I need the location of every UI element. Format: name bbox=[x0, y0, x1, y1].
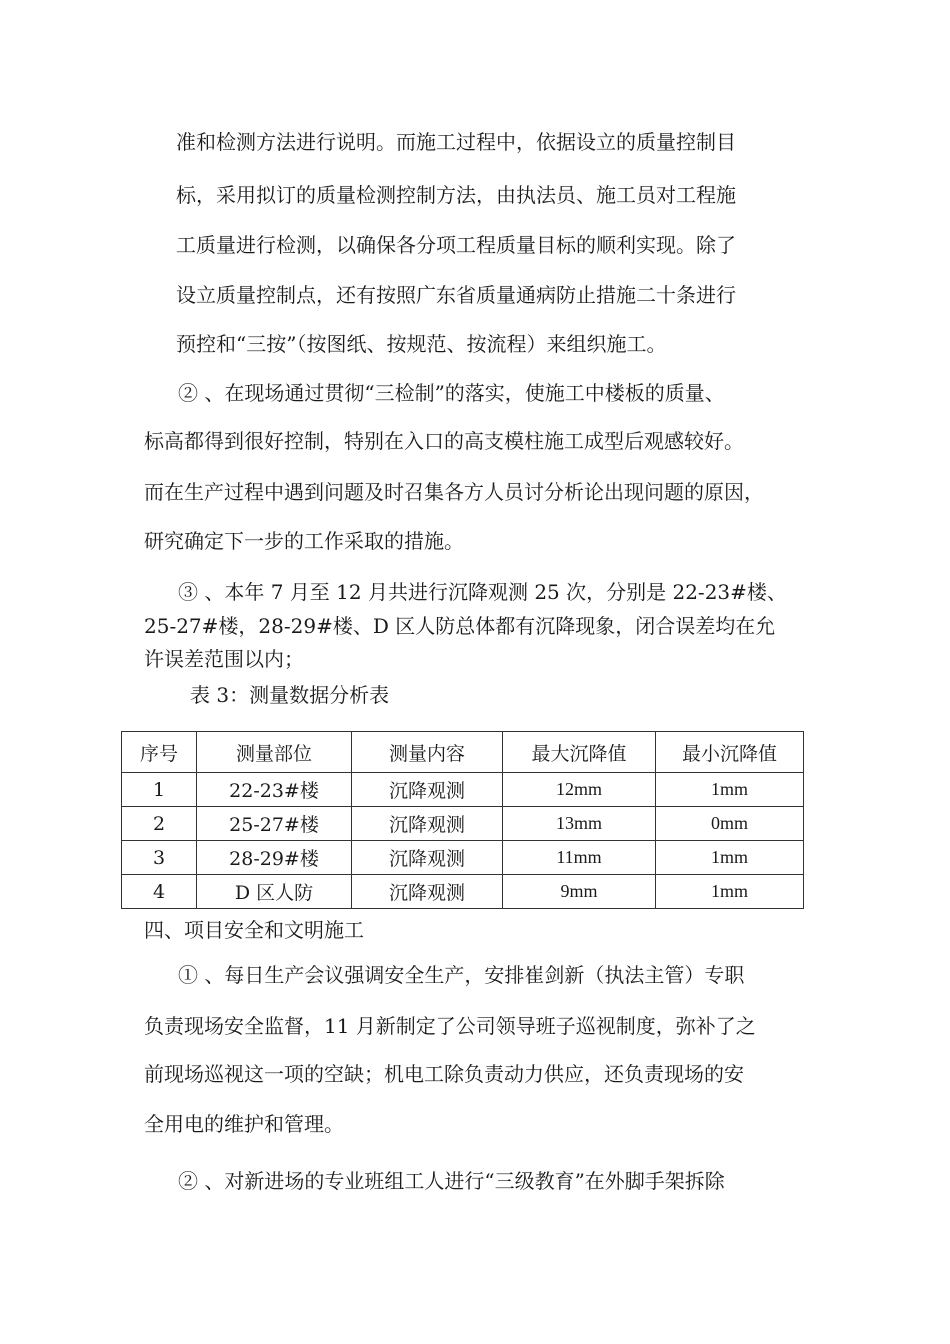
paragraph-line: 设立质量控制点，还有按照广东省质量通病防止措施二十条进行 bbox=[176, 283, 736, 307]
paragraph-line: 研究确定下一步的工作采取的措施。 bbox=[144, 529, 464, 553]
paragraph-line: 许误差范围以内； bbox=[144, 647, 304, 671]
table-cell: 沉降观测 bbox=[352, 773, 503, 807]
table-cell: 沉降观测 bbox=[352, 875, 503, 909]
table-header-cell: 测量部位 bbox=[197, 732, 352, 773]
table-cell: 沉降观测 bbox=[352, 841, 503, 875]
table-cell: 28-29#楼 bbox=[197, 841, 352, 875]
paragraph-line: ② 、对新进场的专业班组工人进行“三级教育”在外脚手架拆除 bbox=[178, 1169, 725, 1193]
paragraph-line: 准和检测方法进行说明。而施工过程中，依据设立的质量控制目 bbox=[176, 130, 736, 154]
paragraph-line: 预控和“三按”（按图纸、按规范、按流程）来组织施工。 bbox=[176, 332, 667, 356]
table-row bbox=[122, 773, 804, 807]
table-header-cell: 最大沉降值 bbox=[503, 732, 656, 773]
paragraph-line: ② 、在现场通过贯彻“三检制”的落实，使施工中楼板的质量、 bbox=[178, 381, 725, 405]
table-header-cell: 测量内容 bbox=[352, 732, 503, 773]
table-row bbox=[122, 807, 804, 841]
table-header-cell: 最小沉降值 bbox=[656, 732, 804, 773]
table-cell: 2 bbox=[122, 807, 197, 841]
table-cell: 1mm bbox=[656, 841, 804, 875]
paragraph-line: 标，采用拟订的质量检测控制方法，由执法员、施工员对工程施 bbox=[176, 183, 736, 207]
table-cell: 13mm bbox=[503, 807, 656, 841]
section-heading: 四、项目安全和文明施工 bbox=[144, 918, 364, 942]
table-cell: 0mm bbox=[656, 807, 804, 841]
table-cell: 4 bbox=[122, 875, 197, 909]
table-cell: 25-27#楼 bbox=[197, 807, 352, 841]
table-header-cell: 序号 bbox=[122, 732, 197, 773]
paragraph-line: 而在生产过程中遇到问题及时召集各方人员讨分析论出现问题的原因， bbox=[144, 480, 764, 504]
paragraph-line: 全用电的维护和管理。 bbox=[144, 1112, 344, 1136]
table-cell: 1mm bbox=[656, 875, 804, 909]
paragraph-line: 负责现场安全监督，11 月新制定了公司领导班子巡视制度，弥补了之 bbox=[144, 1014, 756, 1038]
table-cell: 3 bbox=[122, 841, 197, 875]
table-cell: 9mm bbox=[503, 875, 656, 909]
paragraph-line: 标高都得到很好控制，特别在入口的高支模柱施工成型后观感较好。 bbox=[144, 429, 744, 453]
paragraph-line: ① 、每日生产会议强调安全生产，安排崔剑新（执法主管）专职 bbox=[178, 963, 745, 987]
table-cell: 22-23#楼 bbox=[197, 773, 352, 807]
table-header-row bbox=[122, 732, 804, 773]
table-cell: 沉降观测 bbox=[352, 807, 503, 841]
paragraph-line: 工质量进行检测，以确保各分项工程质量目标的顺利实现。除了 bbox=[176, 233, 736, 257]
table-caption: 表 3：测量数据分析表 bbox=[190, 683, 390, 707]
table-cell: 1mm bbox=[656, 773, 804, 807]
measurement-table bbox=[121, 731, 804, 909]
table-row bbox=[122, 841, 804, 875]
paragraph-line: 25-27#楼，28-29#楼、D 区人防总体都有沉降现象，闭合误差均在允 bbox=[144, 614, 776, 638]
paragraph-line: ③ 、本年 7 月至 12 月共进行沉降观测 25 次，分别是 22-23#楼、 bbox=[178, 580, 787, 604]
table-cell: 11mm bbox=[503, 841, 656, 875]
table-row bbox=[122, 875, 804, 909]
table-cell: D 区人防 bbox=[197, 875, 352, 909]
table-cell: 1 bbox=[122, 773, 197, 807]
table-cell: 12mm bbox=[503, 773, 656, 807]
paragraph-line: 前现场巡视这一项的空缺；机电工除负责动力供应，还负责现场的安 bbox=[144, 1062, 744, 1086]
